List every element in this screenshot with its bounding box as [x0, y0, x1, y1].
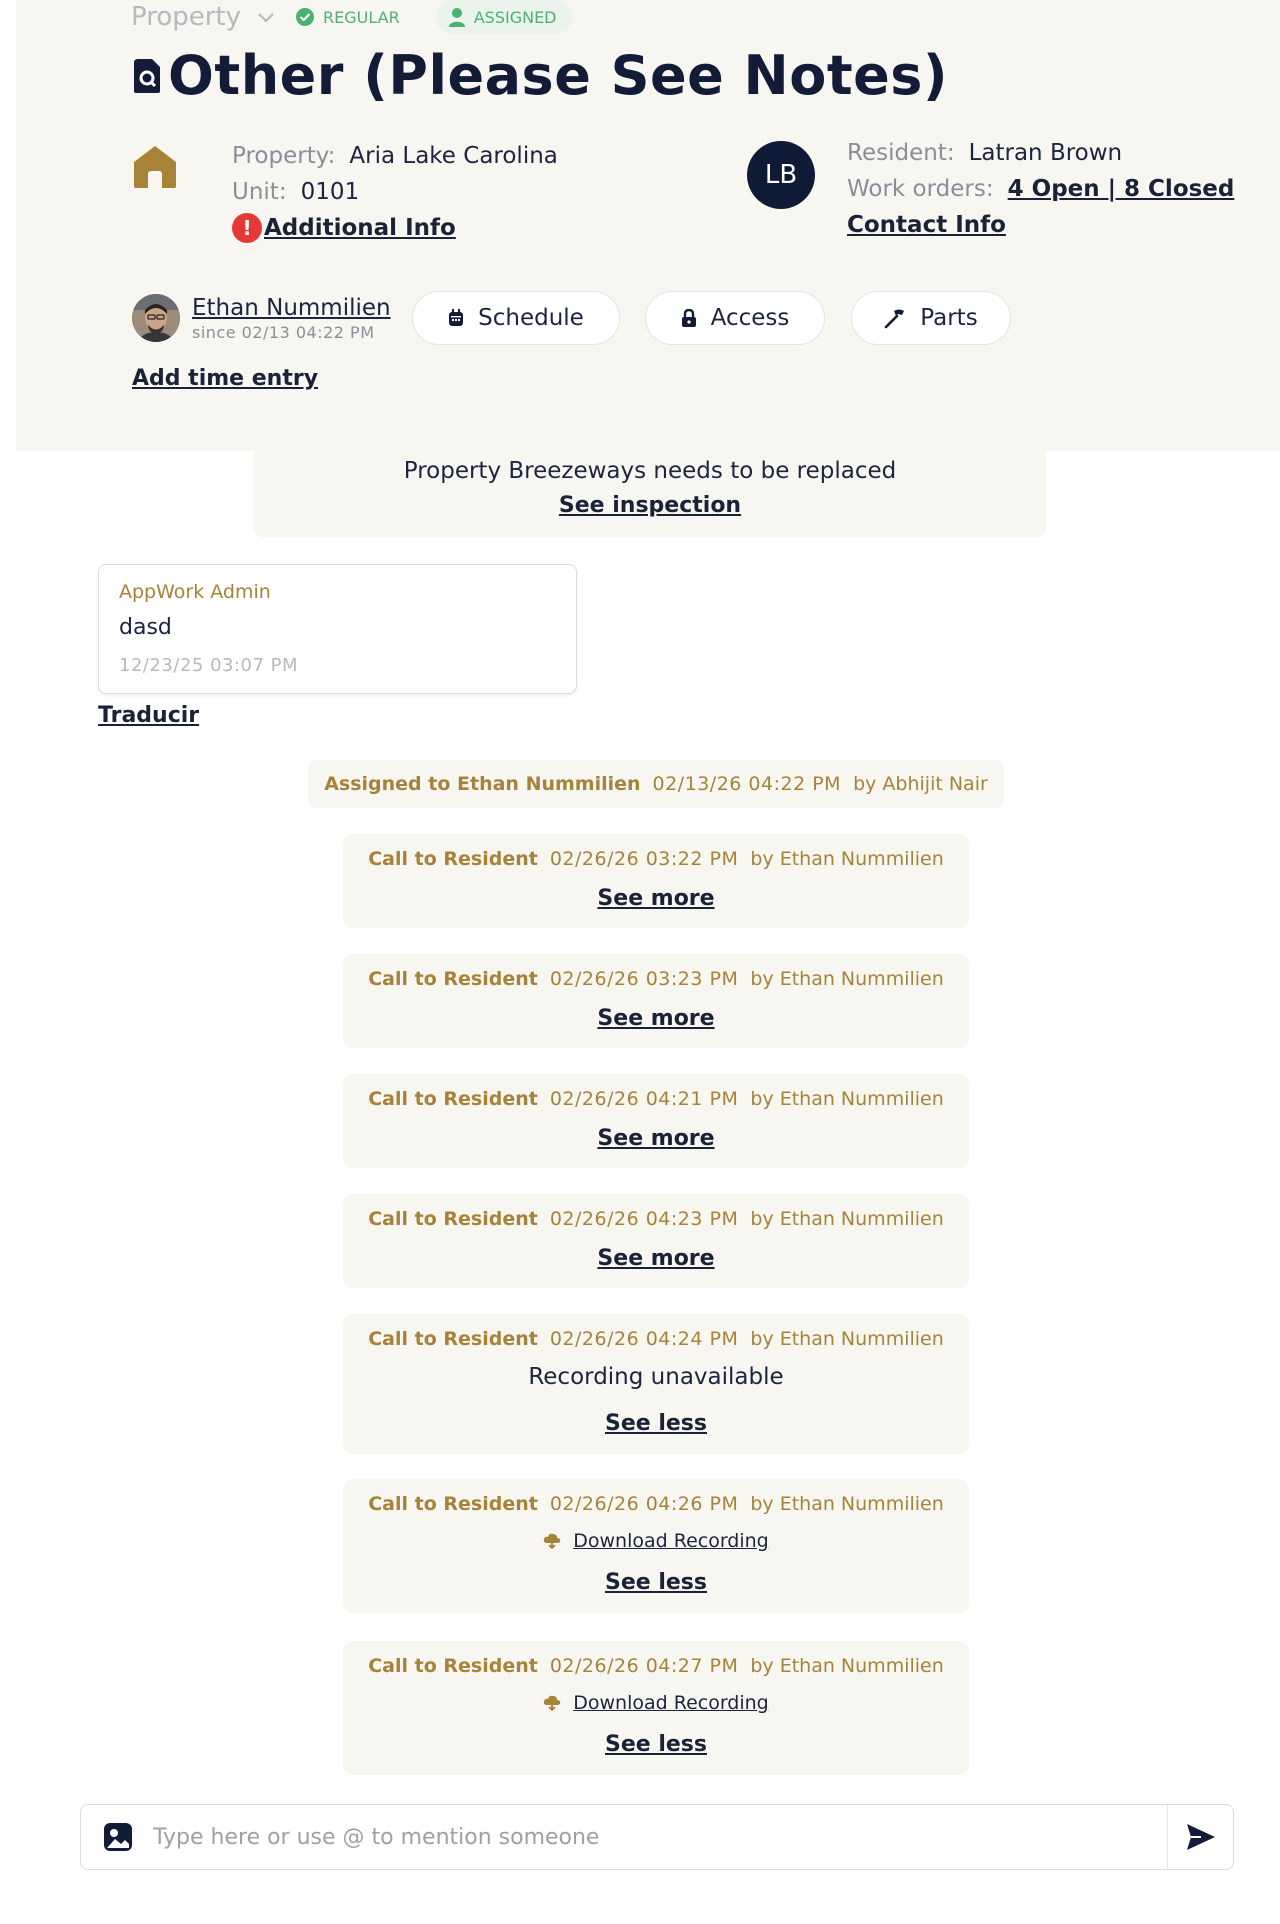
parts-button[interactable]: [851, 291, 1011, 345]
call-event-label: Call to Resident: [368, 968, 538, 990]
work-orders-link[interactable]: 4 Open | 8 Closed: [1007, 176, 1235, 202]
see-more-link[interactable]: See more: [597, 886, 715, 911]
call-event-by: by Ethan Nummilien: [750, 1088, 944, 1110]
recording-status: Recording unavailable: [528, 1364, 784, 1390]
calendar-icon: [448, 309, 464, 327]
hammer-icon: [884, 307, 906, 329]
technician-row: [132, 289, 391, 347]
call-event-time: 02/26/26 04:21 PM: [549, 1088, 739, 1110]
call-event-label: Call to Resident: [368, 1328, 538, 1350]
call-event: [343, 1074, 969, 1168]
call-event-header: [343, 968, 969, 990]
technician-avatar[interactable]: [132, 294, 180, 342]
contact-row: [847, 207, 1280, 243]
resident-avatar: LB: [747, 141, 815, 209]
parts-label: Parts: [920, 305, 978, 331]
call-event-time: 02/26/26 03:22 PM: [549, 848, 739, 870]
call-event-label: Call to Resident: [368, 1208, 538, 1230]
call-event-by: by Ethan Nummilien: [750, 848, 944, 870]
category-dropdown[interactable]: [131, 2, 275, 32]
see-less-link[interactable]: See less: [605, 1570, 707, 1595]
image-icon[interactable]: [103, 1822, 133, 1852]
send-icon: [1185, 1822, 1217, 1852]
property-row: [232, 138, 652, 174]
see-more-link[interactable]: See more: [597, 1126, 715, 1151]
assigned-event-by: by Abhijit Nair: [853, 773, 988, 795]
header-topline: [131, 0, 573, 34]
call-event-time: 02/26/26 04:24 PM: [549, 1328, 739, 1350]
call-event-by: by Ethan Nummilien: [750, 968, 944, 990]
see-less-link[interactable]: See less: [605, 1732, 707, 1757]
page-title-text: Other (Please See Notes): [168, 44, 949, 107]
call-event-time: 02/26/26 04:23 PM: [549, 1208, 739, 1230]
unit-row: [232, 174, 652, 210]
inspection-banner: [254, 451, 1046, 537]
work-order-header: [16, 0, 1280, 451]
schedule-button[interactable]: [412, 291, 620, 345]
contact-info-link[interactable]: Contact Info: [847, 212, 1006, 238]
message-input[interactable]: [153, 1825, 1113, 1850]
lock-icon: [681, 309, 697, 328]
download-recording-link[interactable]: [343, 1692, 969, 1714]
see-more-link[interactable]: See more: [597, 1006, 715, 1031]
page-title: [132, 44, 948, 107]
comment-author: AppWork Admin: [119, 581, 271, 603]
call-event-by: by Ethan Nummilien: [750, 1655, 944, 1677]
see-less-link[interactable]: See less: [605, 1411, 707, 1436]
call-event-header: [343, 1493, 969, 1515]
call-event-header: [343, 848, 969, 870]
translate-link[interactable]: Traducir: [98, 703, 200, 728]
call-event: [343, 1194, 969, 1288]
download-recording-label: Download Recording: [573, 1530, 769, 1552]
call-event-label: Call to Resident: [368, 1655, 538, 1677]
assigned-event-time: 02/13/26 04:22 PM: [652, 773, 842, 795]
technician-info: [192, 295, 391, 342]
assigned-badge: [436, 0, 573, 34]
chevron-down-icon: [257, 8, 275, 26]
assigned-event-label: Assigned to Ethan Nummilien: [324, 773, 641, 795]
call-event-header: [343, 1088, 969, 1110]
call-event: [343, 1479, 969, 1613]
regular-badge: [295, 0, 416, 34]
property-value: Aria Lake Carolina: [349, 143, 558, 169]
document-search-icon: [132, 57, 162, 95]
additional-info-link[interactable]: [232, 210, 652, 246]
send-button[interactable]: [1167, 1805, 1233, 1869]
resident-value: Latran Brown: [968, 140, 1123, 166]
property-label: Property:: [232, 143, 336, 169]
schedule-label: Schedule: [478, 305, 584, 331]
technician-since: since 02/13 04:22 PM: [192, 322, 375, 342]
download-recording-label: Download Recording: [573, 1692, 769, 1714]
technician-name-link[interactable]: Ethan Nummilien: [192, 294, 391, 321]
resident-row: [847, 135, 1280, 171]
download-recording-link[interactable]: [343, 1530, 969, 1552]
assigned-badge-label: ASSIGNED: [473, 7, 557, 27]
call-event: [343, 1641, 969, 1775]
comment-body: dasd: [119, 615, 172, 640]
call-event-label: Call to Resident: [368, 1088, 538, 1110]
work-orders-row: [847, 171, 1280, 207]
unit-label: Unit:: [232, 179, 287, 205]
check-circle-icon: [295, 7, 315, 27]
alert-icon: !: [232, 213, 262, 243]
access-button[interactable]: [645, 291, 825, 345]
additional-info-label: Additional Info: [264, 215, 456, 241]
category-label: Property: [131, 2, 242, 32]
call-event-by: by Ethan Nummilien: [750, 1328, 944, 1350]
assigned-event: [308, 760, 1004, 808]
call-event-by: by Ethan Nummilien: [750, 1208, 944, 1230]
call-event-time: 02/26/26 04:27 PM: [549, 1655, 739, 1677]
person-photo-icon: [132, 294, 180, 342]
house-icon: [132, 144, 178, 190]
inspection-banner-text: Property Breezeways needs to be replaced: [403, 458, 897, 484]
call-event-time: 02/26/26 03:23 PM: [549, 968, 739, 990]
resident-label: Resident:: [847, 140, 955, 166]
message-composer: [80, 1804, 1234, 1870]
call-event: [343, 1314, 969, 1454]
call-event-time: 02/26/26 04:26 PM: [549, 1493, 739, 1515]
work-orders-label: Work orders:: [847, 176, 994, 202]
call-event-label: Call to Resident: [368, 1493, 538, 1515]
comment-time: 12/23/25 03:07 PM: [119, 655, 299, 676]
call-event-by: by Ethan Nummilien: [750, 1493, 944, 1515]
regular-badge-label: REGULAR: [323, 7, 400, 27]
cloud-download-icon: [543, 1695, 561, 1711]
call-event: [343, 954, 969, 1048]
unit-value: 0101: [300, 179, 360, 205]
call-event-header: [343, 1328, 969, 1350]
add-time-entry-link[interactable]: Add time entry: [132, 366, 319, 391]
call-event-label: Call to Resident: [368, 848, 538, 870]
call-event-header: [343, 1208, 969, 1230]
see-more-link[interactable]: See more: [597, 1246, 715, 1271]
cloud-download-icon: [543, 1533, 561, 1549]
call-event-header: [343, 1655, 969, 1677]
see-inspection-link[interactable]: See inspection: [558, 493, 742, 518]
comment-card: [98, 564, 577, 694]
access-label: Access: [710, 305, 790, 331]
call-event: [343, 834, 969, 928]
person-icon: [448, 7, 466, 27]
